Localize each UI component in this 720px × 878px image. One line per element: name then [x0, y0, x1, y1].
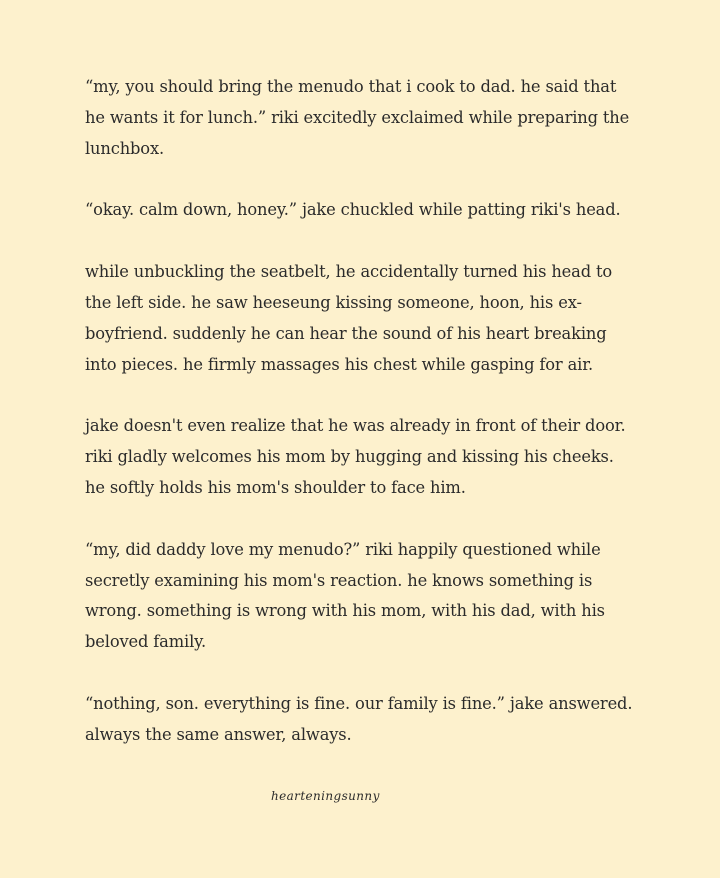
- story-paragraph-6: “nothing, son. everything is fine. our family is fine.” jake answered. always the same answer, always.: [85, 693, 633, 744]
- story-paragraph-2: “okay. calm down, honey.” jake chuckled while patting riki's head.: [85, 200, 621, 220]
- story-paragraph-4: jake doesn't even realize that he was already in front of their door. riki gladly welcomes his mom by hugging and kissing his cheeks. he softly holds his mom's shoulder to face him.: [85, 416, 626, 497]
- author-signature: hearteningsunny: [271, 789, 380, 803]
- story-paragraph-5: “my, did daddy love my menudo?” riki happily questioned while secretly examining his mom's reaction. he knows something is wrong. something is wrong with his mom, with his dad, with his beloved family.: [85, 539, 605, 652]
- story-paragraph-1: “my, you should bring the menudo that i cook to dad. he said that he wants it for lunch.” riki excitedly exclaimed while preparing the lunchbox.: [85, 77, 630, 158]
- story-paragraph-3: while unbuckling the seatbelt, he accidentally turned his head to the left side. he saw heeseung kissing someone, hoon, his ex-boyfriend. suddenly he can hear the sound of his heart breaking into pieces. he firmly massages his chest while gasping for air.: [85, 262, 613, 374]
